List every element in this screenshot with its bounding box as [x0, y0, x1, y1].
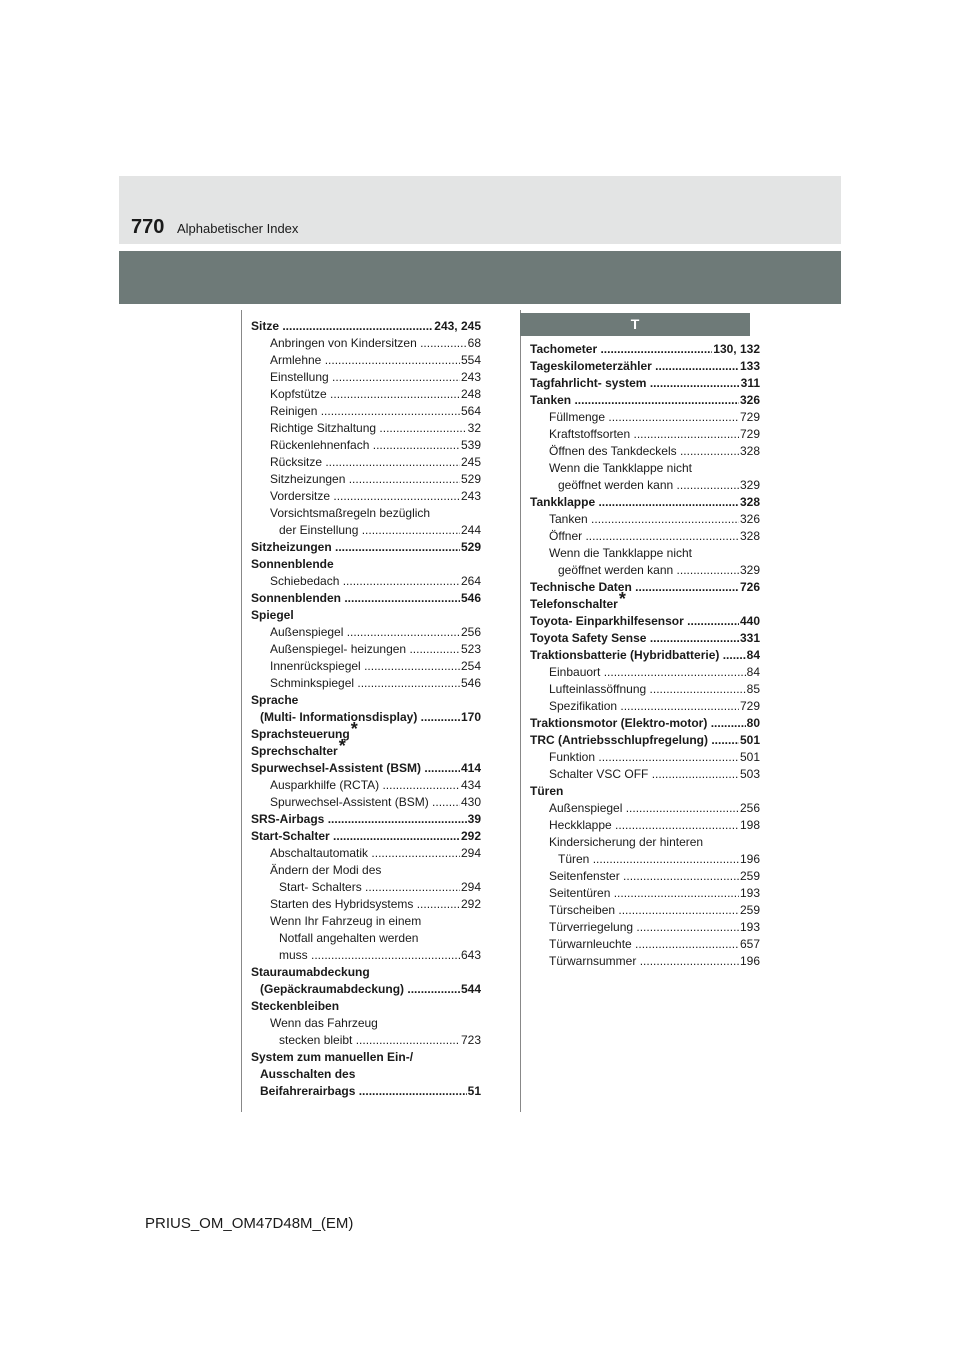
index-entry — [251, 760, 481, 777]
index-entry — [251, 1015, 481, 1032]
index-entry-term: Toyota- Einparkhilfesensor ..... — [530, 613, 760, 630]
index-entry-term: Tanken ..... — [549, 511, 760, 528]
index-entry-term: Heckklappe ..... — [549, 817, 760, 834]
index-entry-term: Ausparkhilfe (RCTA) ..... — [270, 777, 481, 794]
index-column-right — [530, 341, 760, 970]
index-entry — [530, 613, 760, 630]
index-entry-term: Stauraumabdeckung — [251, 965, 370, 979]
index-entry-term: System zum manuellen Ein-/ — [251, 1050, 414, 1064]
index-entry-term: Tageskilometerzähler ..... — [530, 358, 760, 375]
index-entry-term: Sprechschalter — [251, 744, 338, 758]
index-entry-term: Einstellung ..... — [270, 369, 481, 386]
index-entry — [251, 335, 481, 352]
index-entry-page: 501 — [739, 750, 760, 764]
index-entry-page: 329 — [739, 563, 760, 577]
left-column-rule — [241, 310, 242, 1112]
index-entry-term: Kraftstoffsorten ..... — [549, 426, 760, 443]
index-entry-page: 726 — [739, 580, 760, 594]
index-entry-page: 723 — [460, 1033, 481, 1047]
index-entry-page: 643 — [460, 948, 481, 962]
letter-heading-t: T — [520, 313, 750, 336]
index-entry — [251, 947, 481, 964]
index-entry — [251, 736, 481, 760]
index-entry-term: Sonnenblenden ..... — [251, 590, 481, 607]
index-entry — [251, 369, 481, 386]
index-entry-term: Traktionsmotor (Elektro-motor) ..... — [530, 715, 760, 732]
index-entry — [530, 664, 760, 681]
index-entry — [530, 443, 760, 460]
index-entry-page: 430 — [460, 795, 481, 809]
index-entry-page: 729 — [739, 427, 760, 441]
index-entry — [251, 981, 481, 998]
index-entry — [530, 681, 760, 698]
index-entry-term: Lufteinlassöffnung ..... — [549, 681, 760, 698]
index-entry-term: SRS-Airbags ..... — [251, 811, 481, 828]
index-entry-term: Vordersitze ..... — [270, 488, 481, 505]
index-entry-term: TRC (Antriebsschlupfregelung) ..... — [530, 732, 760, 749]
index-entry-term: Sitze ..... — [251, 318, 481, 335]
index-entry — [251, 998, 481, 1015]
index-entry — [251, 719, 481, 743]
index-entry — [530, 919, 760, 936]
index-entry-term: Telefonschalter — [530, 597, 618, 611]
index-entry-page: 196 — [739, 852, 760, 866]
index-entry-page: 51 — [467, 1084, 481, 1098]
index-entry-page: 85 — [746, 682, 760, 696]
index-entry-page: 503 — [739, 767, 760, 781]
index-entry — [251, 828, 481, 845]
index-entry — [530, 749, 760, 766]
index-entry-page: 529 — [460, 540, 481, 554]
index-entry-page: 243 — [460, 370, 481, 384]
index-entry-term: Tankklappe ..... — [530, 494, 760, 511]
index-entry-page: 243 — [460, 489, 481, 503]
index-entry — [530, 851, 760, 868]
index-entry-page: 193 — [739, 886, 760, 900]
index-entry — [530, 800, 760, 817]
index-entry-term: Einbauort ..... — [549, 664, 760, 681]
index-entry-page: 80 — [746, 716, 760, 730]
index-entry-term: Richtige Sitzhaltung ..... — [270, 420, 481, 437]
index-entry-term: Ausschalten des — [260, 1067, 356, 1081]
index-entry-term: muss ..... — [279, 947, 481, 964]
index-entry-page: 414 — [460, 761, 481, 775]
index-entry-term: Tachometer ..... — [530, 341, 760, 358]
index-entry-term: Türverriegelung ..... — [549, 919, 760, 936]
index-entry — [251, 539, 481, 556]
index-entry-term: Funktion ..... — [549, 749, 760, 766]
index-entry — [530, 494, 760, 511]
index-entry — [251, 590, 481, 607]
index-entry-page: 328 — [739, 529, 760, 543]
index-entry — [251, 1066, 481, 1083]
index-entry — [251, 879, 481, 896]
index-entry — [530, 589, 760, 613]
index-entry — [530, 579, 760, 596]
index-entry-term: Kopfstütze ..... — [270, 386, 481, 403]
index-entry-page: 68 — [467, 336, 481, 350]
index-entry — [251, 675, 481, 692]
index-entry — [530, 766, 760, 783]
index-entry-term: Technische Daten ..... — [530, 579, 760, 596]
index-entry-term: Außenspiegel- heizungen ..... — [270, 641, 481, 658]
index-entry-page: 256 — [739, 801, 760, 815]
index-entry-term: Starten des Hybridsystems ..... — [270, 896, 481, 913]
index-entry-term: Abschaltautomatik ..... — [270, 845, 481, 862]
index-entry-page: 244 — [460, 523, 481, 537]
index-entry-term: Außenspiegel ..... — [270, 624, 481, 641]
index-entry-page: 259 — [739, 903, 760, 917]
index-entry-term: Start-Schalter ..... — [251, 828, 481, 845]
index-entry-term: der Einstellung ..... — [279, 522, 481, 539]
index-entry — [251, 403, 481, 420]
index-entry-page: 331 — [739, 631, 760, 645]
index-entry-term: Wenn Ihr Fahrzeug in einem — [270, 914, 422, 928]
index-entry-term: Sitzheizungen ..... — [251, 539, 481, 556]
index-entry-term: Öffner ..... — [549, 528, 760, 545]
index-entry-term: geöffnet werden kann ..... — [558, 477, 760, 494]
index-entry — [530, 783, 760, 800]
index-entry-page: 193 — [739, 920, 760, 934]
index-entry-term: Sprachsteuerung — [251, 727, 350, 741]
index-entry-term: Ändern der Modi des — [270, 863, 382, 877]
index-entry-page: 292 — [460, 829, 481, 843]
index-entry — [251, 862, 481, 879]
page-number: 770 — [131, 216, 165, 238]
index-entry — [251, 794, 481, 811]
index-entry-term: Schalter VSC OFF ..... — [549, 766, 760, 783]
index-entry — [251, 709, 481, 726]
index-entry — [251, 811, 481, 828]
header-bar — [119, 251, 841, 304]
index-entry-term: Seitenfenster ..... — [549, 868, 760, 885]
index-entry-term: Armlehne ..... — [270, 352, 481, 369]
index-entry-term: Sitzheizungen ..... — [270, 471, 481, 488]
right-column-rule — [520, 310, 521, 1112]
index-entry-page: 294 — [460, 880, 481, 894]
index-entry — [530, 698, 760, 715]
index-entry — [251, 930, 481, 947]
index-entry-page: 243, 245 — [434, 319, 481, 333]
index-entry-term: Innenrückspiegel ..... — [270, 658, 481, 675]
index-entry — [251, 896, 481, 913]
index-entry — [530, 460, 760, 477]
index-entry — [251, 1032, 481, 1049]
index-entry-page: 264 — [460, 574, 481, 588]
index-entry-page: 329 — [739, 478, 760, 492]
index-entry — [251, 913, 481, 930]
index-entry-page: 501 — [739, 733, 760, 747]
document-code: PRIUS_OM_OM47D48M_(EM) — [145, 1215, 354, 1232]
index-entry-term: (Multi- Informationsdisplay) ..... — [260, 709, 481, 726]
index-entry — [251, 505, 481, 522]
page-title: Alphabetischer Index — [177, 221, 299, 236]
index-entry-term: Öffnen des Tankdeckels ..... — [549, 443, 760, 460]
index-entry — [251, 488, 481, 505]
index-entry-term: Vorsichtsmaßregeln bezüglich — [270, 506, 431, 520]
index-entry-term: Schminkspiegel ..... — [270, 675, 481, 692]
index-entry — [251, 573, 481, 590]
index-entry — [530, 732, 760, 749]
index-entry — [251, 420, 481, 437]
index-entry-page: 170 — [460, 710, 481, 724]
index-entry-page: 198 — [739, 818, 760, 832]
index-entry — [251, 318, 481, 335]
index-entry-term: Wenn das Fahrzeug — [270, 1016, 378, 1030]
index-entry-term: Kindersicherung der hinteren — [549, 835, 704, 849]
index-entry-page: 440 — [739, 614, 760, 628]
index-entry-page: 196 — [739, 954, 760, 968]
index-entry-term: Schiebedach ..... — [270, 573, 481, 590]
index-entry — [530, 528, 760, 545]
index-entry-page: 32 — [467, 421, 481, 435]
index-entry-term: Wenn die Tankklappe nicht — [549, 546, 692, 560]
index-entry-page: 256 — [460, 625, 481, 639]
index-entry — [530, 647, 760, 664]
index-entry-page: 292 — [460, 897, 481, 911]
index-entry-page: 546 — [460, 676, 481, 690]
index-entry — [251, 964, 481, 981]
index-entry — [530, 953, 760, 970]
index-entry — [530, 511, 760, 528]
index-entry — [530, 375, 760, 392]
index-entry-term: Anbringen von Kindersitzen ..... — [270, 335, 481, 352]
index-entry — [530, 358, 760, 375]
index-entry — [530, 902, 760, 919]
index-entry — [251, 522, 481, 539]
index-entry-term: Türen ..... — [558, 851, 760, 868]
index-entry-term: Spurwechsel-Assistent (BSM) ..... — [251, 760, 481, 777]
index-entry-page: 248 — [460, 387, 481, 401]
index-entry — [251, 471, 481, 488]
index-entry-page: 311 — [740, 376, 760, 390]
index-entry-page: 729 — [739, 410, 760, 424]
index-entry-page: 294 — [460, 846, 481, 860]
index-column-left — [251, 318, 481, 1100]
index-entry-term: Füllmenge ..... — [549, 409, 760, 426]
index-entry-term: Toyota Safety Sense ..... — [530, 630, 760, 647]
index-entry — [530, 715, 760, 732]
index-entry-term: Sprache — [251, 693, 299, 707]
index-entry-term: Außenspiegel ..... — [549, 800, 760, 817]
index-entry-page: 39 — [467, 812, 481, 826]
index-entry-page: 245 — [460, 455, 481, 469]
index-entry-term: Reinigen ..... — [270, 403, 481, 420]
index-entry — [251, 641, 481, 658]
index-entry — [530, 409, 760, 426]
index-entry — [251, 845, 481, 862]
index-entry — [251, 386, 481, 403]
index-entry — [530, 630, 760, 647]
index-entry-page: 539 — [460, 438, 481, 452]
index-entry-term: Spurwechsel-Assistent (BSM) ..... — [270, 794, 481, 811]
index-entry-term: geöffnet werden kann ..... — [558, 562, 760, 579]
index-entry-page: 326 — [739, 393, 760, 407]
index-entry — [530, 868, 760, 885]
index-entry-page: 84 — [746, 648, 760, 662]
index-entry-page: 328 — [739, 495, 760, 509]
footnote-star: * — [338, 736, 346, 756]
index-entry-page: 328 — [739, 444, 760, 458]
index-entry — [251, 454, 481, 471]
index-entry — [530, 341, 760, 358]
index-entry — [530, 477, 760, 494]
index-entry — [251, 437, 481, 454]
index-entry — [251, 607, 481, 624]
index-entry-term: Beifahrerairbags ..... — [260, 1083, 481, 1100]
index-entry-term: Sonnenblende — [251, 557, 334, 571]
index-entry-term: (Gepäckraumabdeckung) ..... — [260, 981, 481, 998]
index-entry-page: 434 — [460, 778, 481, 792]
index-entry-page: 546 — [460, 591, 481, 605]
index-entry-page: 544 — [460, 982, 481, 996]
index-entry — [530, 885, 760, 902]
index-entry-page: 554 — [460, 353, 481, 367]
index-entry-term: Rückenlehnenfach ..... — [270, 437, 481, 454]
index-entry — [530, 562, 760, 579]
index-entry-term: Spiegel — [251, 608, 294, 622]
index-entry — [530, 834, 760, 851]
index-entry-page: 523 — [460, 642, 481, 656]
index-entry — [251, 556, 481, 573]
index-entry-term: Steckenbleiben — [251, 999, 340, 1013]
index-entry — [530, 392, 760, 409]
index-entry — [251, 624, 481, 641]
index-entry — [530, 817, 760, 834]
index-entry-page: 130, 132 — [713, 342, 760, 356]
index-entry-term: Spezifikation ..... — [549, 698, 760, 715]
index-entry — [530, 545, 760, 562]
index-entry — [530, 936, 760, 953]
index-entry — [530, 426, 760, 443]
index-entry-term: Wenn die Tankklappe nicht — [549, 461, 692, 475]
index-entry — [251, 352, 481, 369]
index-entry — [251, 1083, 481, 1100]
index-entry-page: 84 — [746, 665, 760, 679]
index-entry-page: 657 — [739, 937, 760, 951]
index-entry — [251, 1049, 481, 1066]
index-entry-page: 529 — [460, 472, 481, 486]
index-entry-page: 133 — [739, 359, 760, 373]
index-entry-term: Rücksitze ..... — [270, 454, 481, 471]
index-entry-term: Türwarnsummer ..... — [549, 953, 760, 970]
index-entry-term: Notfall angehalten werden — [279, 931, 419, 945]
index-entry-page: 729 — [739, 699, 760, 713]
footnote-star: * — [618, 589, 626, 609]
footnote-star: * — [350, 719, 358, 739]
index-entry-term: Traktionsbatterie (Hybridbatterie) ..... — [530, 647, 760, 664]
index-entry-term: stecken bleibt ..... — [279, 1032, 481, 1049]
index-entry-term: Türwarnleuchte ..... — [549, 936, 760, 953]
index-entry — [251, 777, 481, 794]
index-entry-term: Seitentüren ..... — [549, 885, 760, 902]
index-entry-page: 254 — [460, 659, 481, 673]
index-entry — [251, 658, 481, 675]
index-entry-term: Tagfahrlicht- system ..... — [530, 375, 760, 392]
index-entry-term: Tanken ..... — [530, 392, 760, 409]
index-entry-page: 326 — [739, 512, 760, 526]
index-entry-page: 564 — [460, 404, 481, 418]
index-entry-term: Start- Schalters ..... — [279, 879, 481, 896]
index-entry — [251, 692, 481, 709]
index-entry-page: 259 — [739, 869, 760, 883]
index-entry-term: Türscheiben ..... — [549, 902, 760, 919]
index-entry-term: Türen — [530, 784, 564, 798]
